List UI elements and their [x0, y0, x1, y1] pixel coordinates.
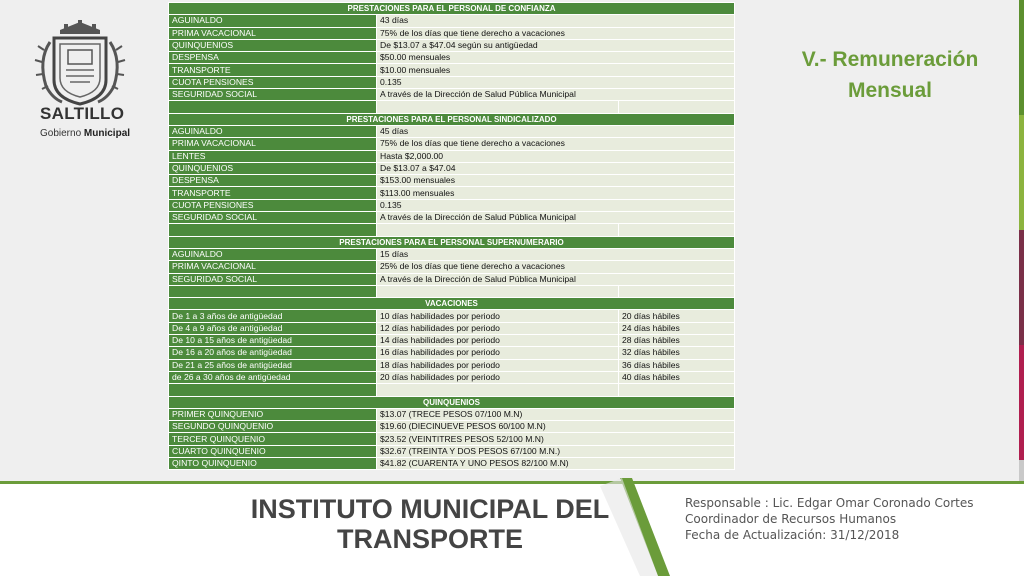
row-extra-value: 28 días hábiles — [619, 335, 735, 347]
row-label: SEGURIDAD SOCIAL — [169, 89, 377, 101]
table-row — [169, 408, 735, 420]
row-label: SEGURIDAD SOCIAL — [169, 273, 377, 285]
row-value: 12 días habilidades por periodo — [377, 322, 619, 334]
row-value: 10 días habilidades por periodo — [377, 310, 619, 322]
row-label: De 1 a 3 años de antigüedad — [169, 310, 377, 322]
table-row — [169, 335, 735, 347]
page-title-line1: V.- Remuneración — [801, 48, 979, 71]
logo-city-name: SALTILLO — [40, 104, 125, 123]
responsible-name: Responsable : Lic. Edgar Omar Coronado Cortes — [685, 496, 974, 510]
spacer-cell — [169, 101, 377, 113]
table-row — [169, 457, 735, 469]
row-value: 18 días habilidades por periodo — [377, 359, 619, 371]
row-value: $153.00 mensuales — [377, 175, 735, 187]
row-label: De 21 a 25 años de antigüedad — [169, 359, 377, 371]
table-row — [169, 89, 735, 101]
table-row — [169, 175, 735, 187]
table-row — [169, 322, 735, 334]
table-row — [169, 15, 735, 27]
row-value: 75% de los días que tiene derecho a vacaciones — [377, 138, 735, 150]
row-label: TERCER QUINQUENIO — [169, 433, 377, 445]
row-value: $113.00 mensuales — [377, 187, 735, 199]
section-title-confianza: PRESTACIONES PARA EL PERSONAL DE CONFIANZA — [169, 3, 735, 15]
row-value: 0.135 — [377, 76, 735, 88]
row-label: TRANSPORTE — [169, 187, 377, 199]
row-value: $19.60 (DIECINUEVE PESOS 60/100 M.N) — [377, 421, 735, 433]
spacer-cell — [377, 101, 619, 113]
row-label: TRANSPORTE — [169, 64, 377, 76]
row-value: 75% de los días que tiene derecho a vacaciones — [377, 27, 735, 39]
row-label: AGUINALDO — [169, 248, 377, 260]
row-label: QUINQUENIOS — [169, 162, 377, 174]
edge-stripe — [1019, 115, 1024, 230]
row-value: 20 días habilidades por periodo — [377, 371, 619, 383]
spacer-cell — [377, 384, 619, 396]
table-row — [169, 138, 735, 150]
row-value: 0.135 — [377, 199, 735, 211]
spacer-row — [169, 224, 735, 236]
row-extra-value: 32 días hábiles — [619, 347, 735, 359]
row-extra-value: 24 días hábiles — [619, 322, 735, 334]
section-title-supernumerario: PRESTACIONES PARA EL PERSONAL SUPERNUMERARIO — [169, 236, 735, 248]
edge-stripe — [1019, 345, 1024, 460]
row-label: PRIMA VACACIONAL — [169, 138, 377, 150]
row-label: De 4 a 9 años de antigüedad — [169, 322, 377, 334]
benefits-table — [168, 2, 735, 470]
row-value: $50.00 mensuales — [377, 52, 735, 64]
page-title — [780, 44, 1000, 106]
table-row — [169, 64, 735, 76]
table-row — [169, 371, 735, 383]
row-label: DESPENSA — [169, 52, 377, 64]
table-row — [169, 310, 735, 322]
table-row — [169, 421, 735, 433]
institute-name-line2: TRANSPORTE — [336, 524, 523, 554]
row-value: A través de la Dirección de Salud Pública Municipal — [377, 89, 735, 101]
row-label: QINTO QUINQUENIO — [169, 457, 377, 469]
spacer-cell — [619, 101, 735, 113]
table-row — [169, 27, 735, 39]
table-row — [169, 162, 735, 174]
spacer-row — [169, 384, 735, 396]
institute-name-line1: INSTITUTO MUNICIPAL DEL — [250, 494, 610, 524]
section-header-confianza — [169, 3, 735, 15]
row-label: AGUINALDO — [169, 15, 377, 27]
responsible-role: Coordinador de Recursos Humanos — [685, 512, 897, 526]
spacer-cell — [377, 285, 619, 297]
table-row — [169, 150, 735, 162]
section-title-quinquenios: QUINQUENIOS — [169, 396, 735, 408]
table-row — [169, 76, 735, 88]
page-title-line2: Mensual — [847, 79, 933, 102]
row-value: Hasta $2,000.00 — [377, 150, 735, 162]
table-row — [169, 261, 735, 273]
section-header-sindicalizado — [169, 113, 735, 125]
section-header-supernumerario — [169, 236, 735, 248]
row-extra-value: 36 días hábiles — [619, 359, 735, 371]
section-header-quinquenios — [169, 396, 735, 408]
spacer-row — [169, 285, 735, 297]
table-row — [169, 248, 735, 260]
update-date: Fecha de Actualización: 31/12/2018 — [685, 528, 900, 542]
row-label: CUARTO QUINQUENIO — [169, 445, 377, 457]
row-label: DESPENSA — [169, 175, 377, 187]
row-label: SEGUNDO QUINQUENIO — [169, 421, 377, 433]
row-label: CUOTA PENSIONES — [169, 199, 377, 211]
row-value: $23.52 (VEINTITRES PESOS 52/100 M.N) — [377, 433, 735, 445]
row-label: CUOTA PENSIONES — [169, 76, 377, 88]
table-row — [169, 199, 735, 211]
row-value: $10.00 mensuales — [377, 64, 735, 76]
row-value: 16 días habilidades por periodo — [377, 347, 619, 359]
row-label: SEGURIDAD SOCIAL — [169, 212, 377, 224]
row-value: A través de la Dirección de Salud Pública Municipal — [377, 212, 735, 224]
logo-subtitle-strong: Municipal — [83, 128, 131, 139]
row-value: A través de la Dirección de Salud Pública Municipal — [377, 273, 735, 285]
table-row — [169, 433, 735, 445]
row-label: De 10 a 15 años de antigüedad — [169, 335, 377, 347]
spacer-cell — [377, 224, 619, 236]
table-row — [169, 347, 735, 359]
section-title-vacaciones: VACACIONES — [169, 298, 735, 310]
row-label: de 26 a 30 años de antigüedad — [169, 371, 377, 383]
table-row — [169, 359, 735, 371]
row-extra-value: 40 días hábiles — [619, 371, 735, 383]
spacer-cell — [619, 285, 735, 297]
row-label: PRIMA VACACIONAL — [169, 27, 377, 39]
table-row — [169, 39, 735, 51]
table-row — [169, 273, 735, 285]
spacer-cell — [619, 224, 735, 236]
table-row — [169, 212, 735, 224]
section-header-vacaciones — [169, 298, 735, 310]
row-value: De $13.07 a $47.04 según su antigüedad — [377, 39, 735, 51]
table-row — [169, 125, 735, 137]
row-label: PRIMER QUINQUENIO — [169, 408, 377, 420]
row-label: QUINQUENIOS — [169, 39, 377, 51]
institute-name — [240, 494, 620, 554]
row-value: $41.82 (CUARENTA Y UNO PESOS 82/100 M.N) — [377, 457, 735, 469]
row-value: 43 días — [377, 15, 735, 27]
row-extra-value: 20 días hábiles — [619, 310, 735, 322]
row-label: PRIMA VACACIONAL — [169, 261, 377, 273]
footer-accent-line — [0, 481, 1024, 484]
row-label: LENTES — [169, 150, 377, 162]
row-value: 15 días — [377, 248, 735, 260]
table-row — [169, 187, 735, 199]
spacer-cell — [169, 384, 377, 396]
row-value: 45 días — [377, 125, 735, 137]
spacer-cell — [169, 224, 377, 236]
row-value: 14 días habilidades por periodo — [377, 335, 619, 347]
edge-stripe — [1019, 460, 1024, 481]
row-label: AGUINALDO — [169, 125, 377, 137]
spacer-row — [169, 101, 735, 113]
logo-subtitle — [40, 128, 130, 139]
edge-stripe — [1019, 0, 1024, 115]
edge-stripe — [1019, 230, 1024, 345]
row-value: 25% de los días que tiene derecho a vacaciones — [377, 261, 735, 273]
table-row — [169, 52, 735, 64]
row-label: De 16 a 20 años de antigüedad — [169, 347, 377, 359]
responsible-info — [685, 495, 973, 543]
spacer-cell — [619, 384, 735, 396]
section-title-sindicalizado: PRESTACIONES PARA EL PERSONAL SINDICALIZADO — [169, 113, 735, 125]
row-value: $32.67 (TREINTA Y DOS PESOS 67/100 M.N.) — [377, 445, 735, 457]
row-value: $13.07 (TRECE PESOS 07/100 M.N) — [377, 408, 735, 420]
spacer-cell — [169, 285, 377, 297]
row-value: De $13.07 a $47.04 — [377, 162, 735, 174]
logo-subtitle-prefix: Gobierno — [40, 128, 82, 139]
table-row — [169, 445, 735, 457]
